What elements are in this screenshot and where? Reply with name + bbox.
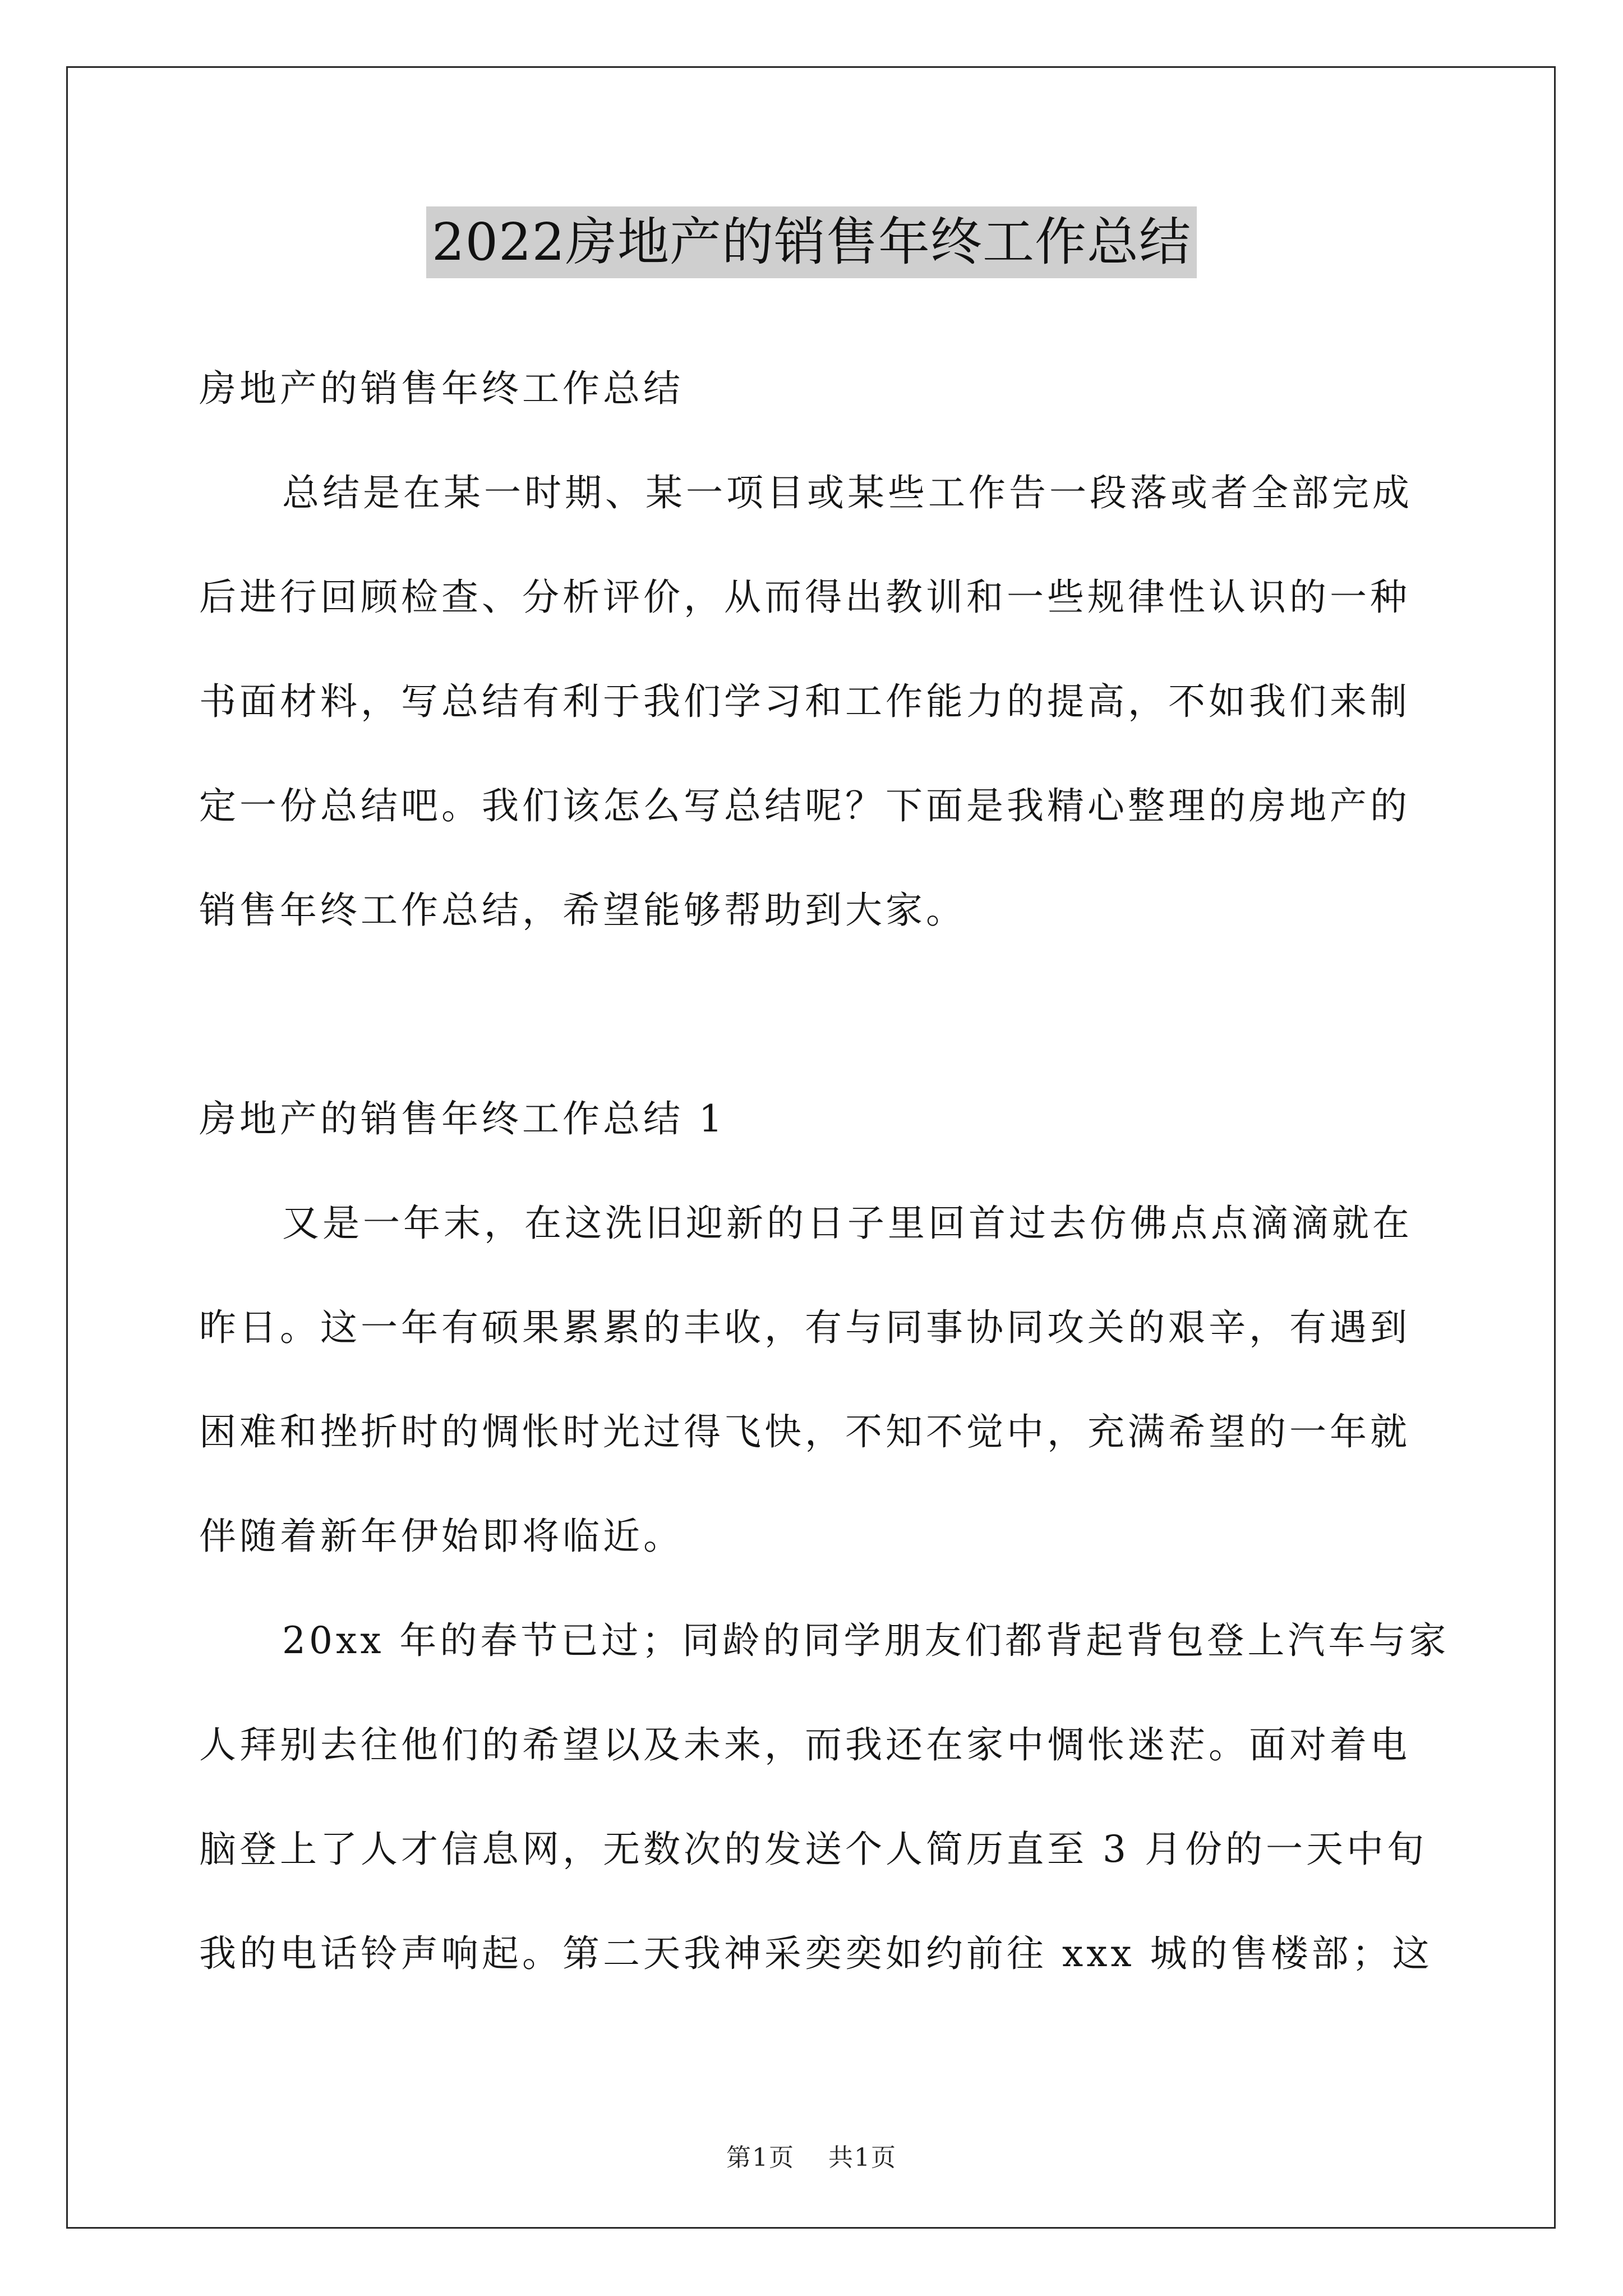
text-line: 昨日。这一年有硕果累累的丰收，有与同事协同攻关的艰辛，有遇到	[199, 1306, 1410, 1349]
text-line: 伴随着新年伊始即将临近。	[199, 1515, 684, 1558]
title-container	[0, 206, 1623, 278]
page-number-total: 共1页	[828, 2143, 897, 2172]
text-line: 我的电话铃声响起。第二天我神采奕奕如约前往 xxx 城的售楼部；这	[199, 1932, 1433, 1975]
text-line: 困难和挫折时的惆怅时光过得飞快，不知不觉中，充满希望的一年就	[199, 1410, 1410, 1453]
paragraph-spacer	[199, 963, 1433, 1067]
document-title: 2022房地产的销售年终工作总结	[426, 206, 1197, 278]
text-line: 定一份总结吧。我们该怎么写总结呢？下面是我精心整理的房地产的	[199, 784, 1410, 827]
page-number-current: 第1页	[726, 2143, 795, 2172]
text-line: 书面材料，写总结有利于我们学习和工作能力的提高，不如我们来制	[199, 680, 1410, 723]
text-line: 销售年终工作总结，希望能够帮助到大家。	[199, 889, 966, 932]
text-line: 脑登上了人才信息网，无数次的发送个人简历直至 3 月份的一天中旬	[199, 1828, 1427, 1871]
text-line: 后进行回顾检查、分析评价，从而得出教训和一些规律性认识的一种	[199, 576, 1410, 619]
text-line: 房地产的销售年终工作总结 1	[199, 1097, 726, 1140]
text-line: 又是一年末，在这洗旧迎新的日子里回首过去仿佛点点滴滴就在	[282, 1202, 1413, 1245]
text-line: 房地产的销售年终工作总结	[199, 367, 684, 410]
page-footer	[0, 2137, 1623, 2173]
text-line: 总结是在某一时期、某一项目或某些工作告一段落或者全部完成	[282, 471, 1413, 514]
text-line: 20xx 年的春节已过；同龄的同学朋友们都背起背包登上汽车与家	[282, 1619, 1450, 1662]
text-line: 人拜别去往他们的希望以及未来，而我还在家中惆怅迷茫。面对着电	[199, 1723, 1410, 1766]
document-body	[199, 337, 1450, 2006]
